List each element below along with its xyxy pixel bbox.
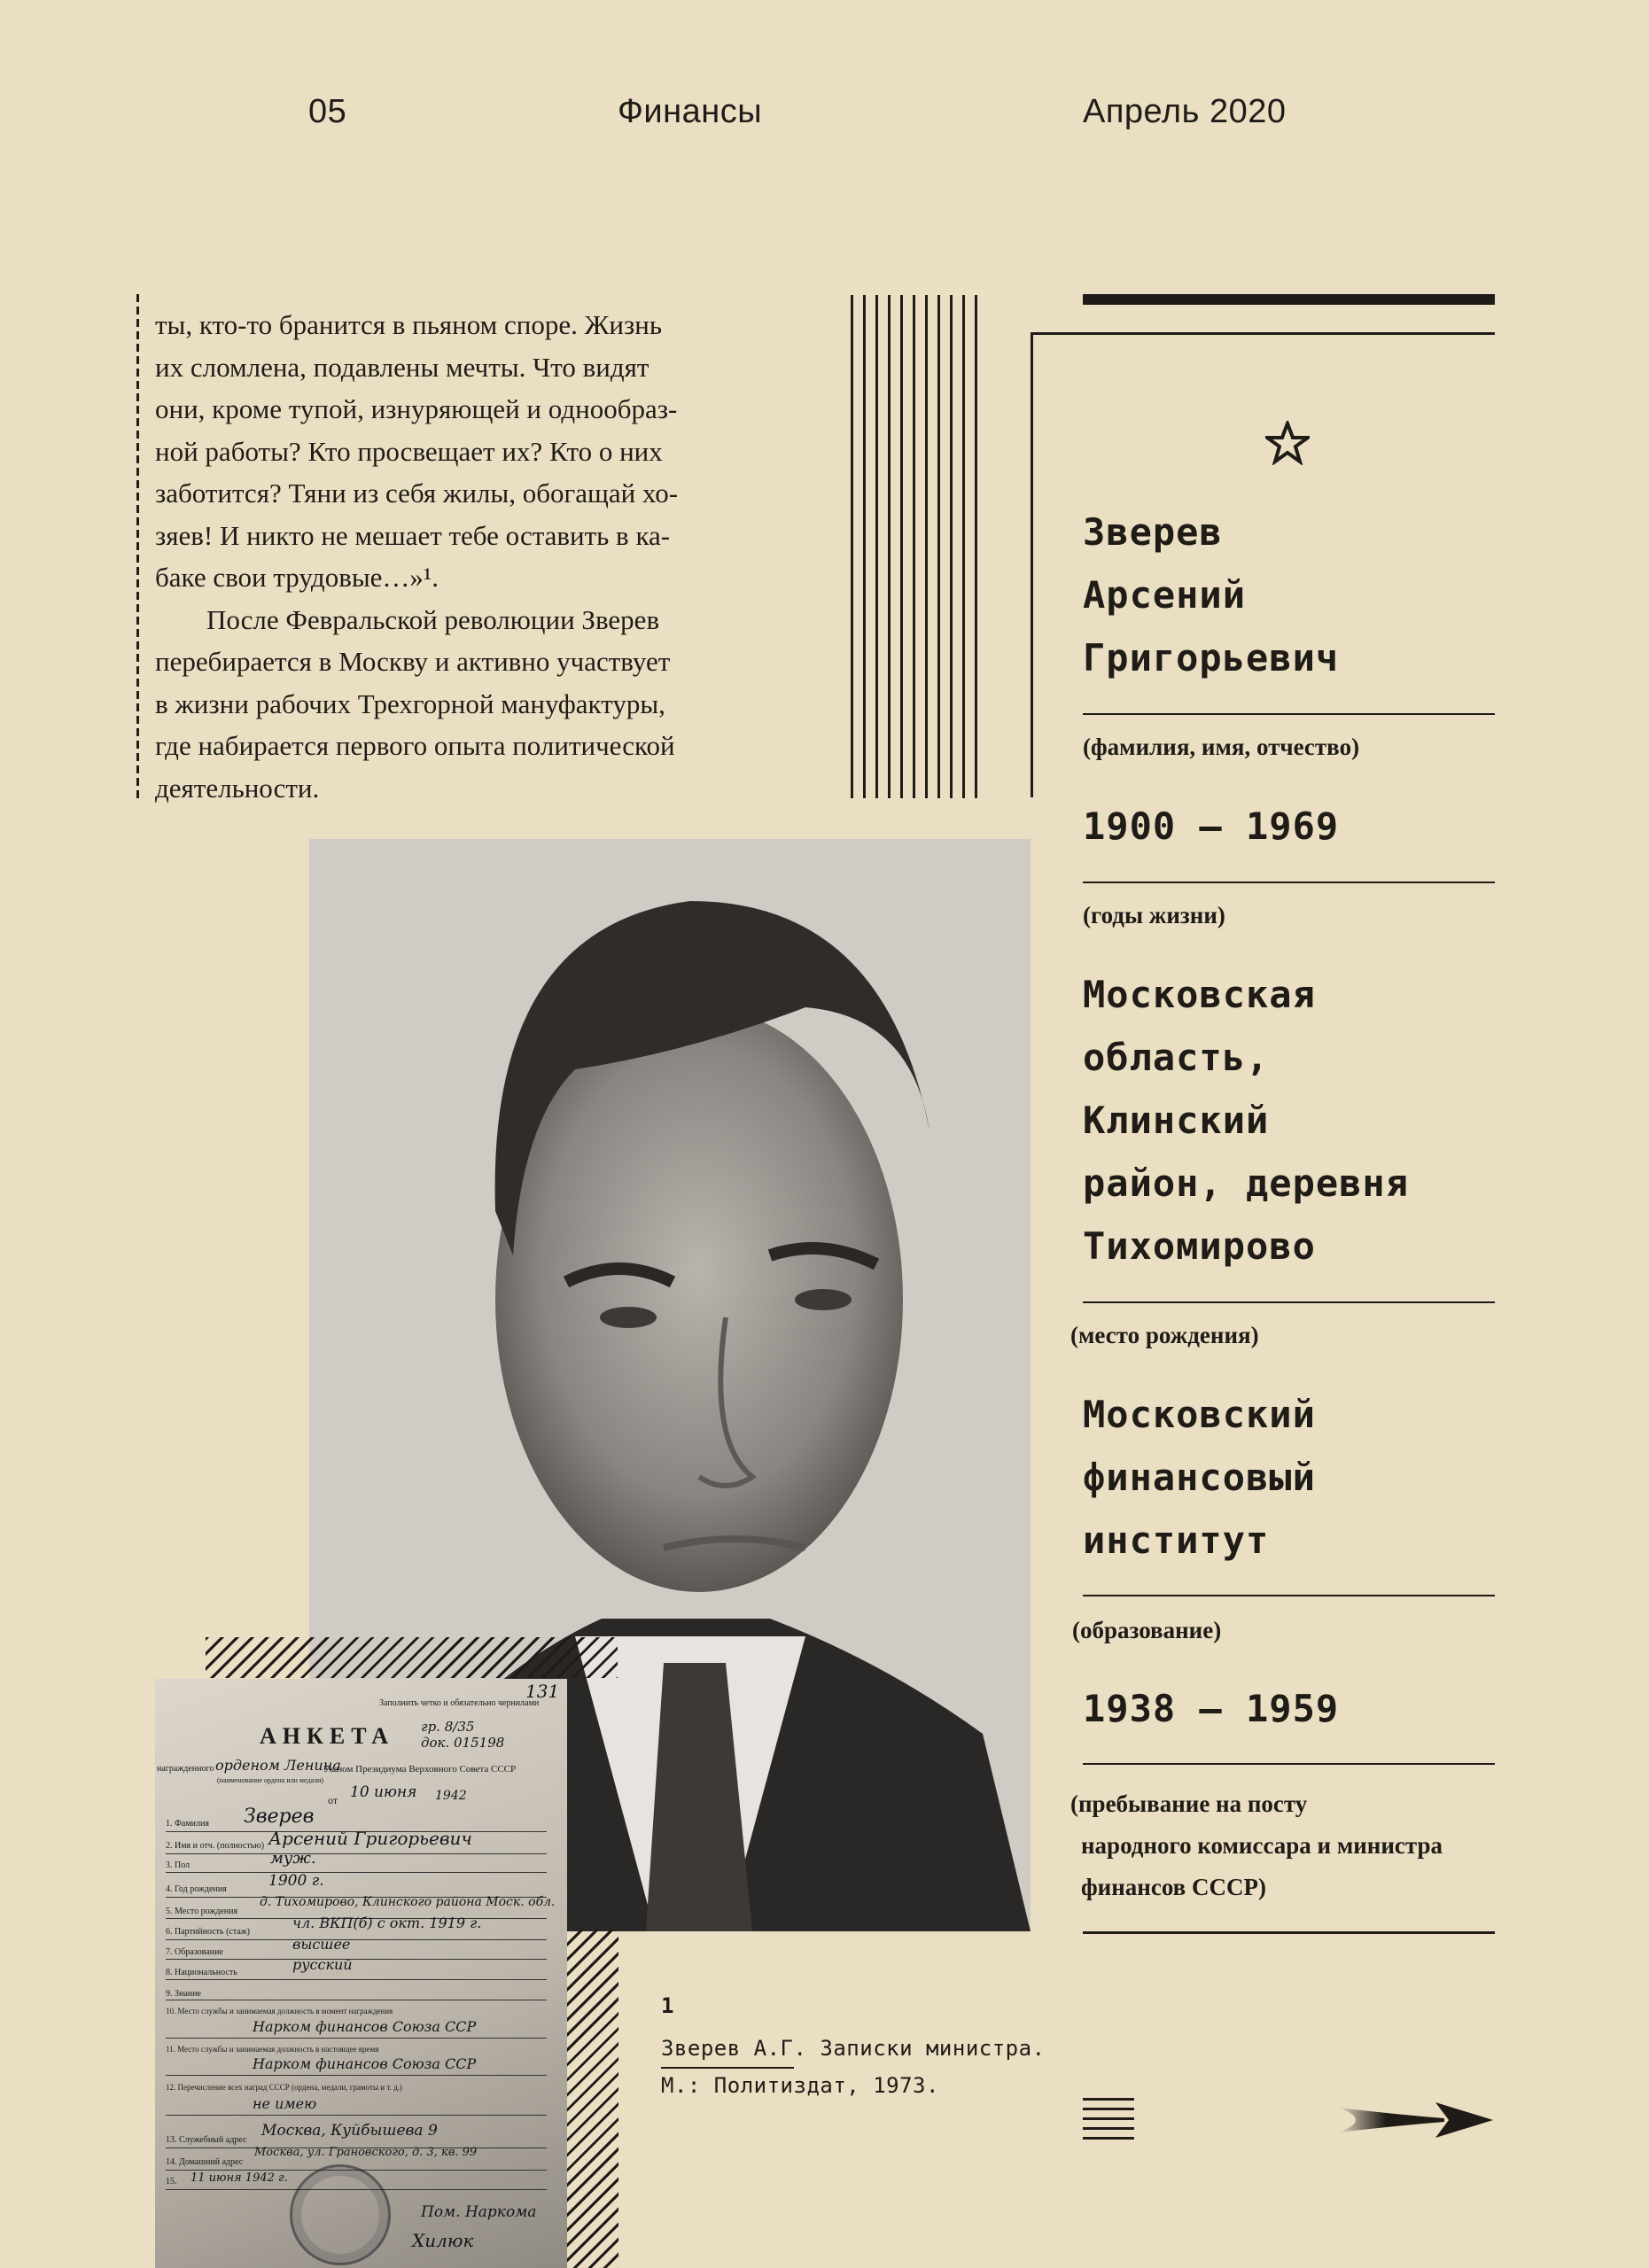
footnote-underline (661, 2067, 794, 2069)
birthplace-line: Московская (1083, 973, 1316, 1016)
doc-field-value: русский (292, 1956, 353, 1973)
doc-field-label: 11. Место службы и занимаемая должность в настоящее время (166, 2045, 379, 2054)
birthplace-line: область, (1083, 1036, 1270, 1079)
archival-questionnaire (155, 1679, 567, 2268)
doc-field-label: 5. Место рождения (166, 1907, 238, 1916)
name-caption: (фамилия, имя, отчество) (1083, 734, 1360, 760)
text-line: ной работы? Кто просвещает их? Кто о них (155, 435, 663, 467)
card-frame-top (1031, 332, 1495, 335)
doc-field-label: 3. Пол (166, 1860, 191, 1870)
tenure-years: 1938 — 1959 (1083, 1687, 1340, 1730)
menu-lines-icon[interactable] (1083, 2098, 1134, 2140)
card-frame-left (1031, 332, 1033, 797)
doc-field-value: муж. (270, 1849, 316, 1868)
education-line: финансовый (1083, 1456, 1316, 1499)
person-name (1083, 501, 1339, 689)
doc-ref: док. 015198 (421, 1735, 505, 1751)
years-caption: (годы жизни) (1083, 902, 1225, 928)
doc-field-value: чл. ВКП(б) с окт. 1919 г. (292, 1915, 482, 1931)
doc-field-value: Нарком финансов Союза ССР (253, 2055, 477, 2072)
rule (1083, 1595, 1495, 1596)
vertical-lines-decoration (851, 295, 984, 798)
tenure-caption (1070, 1783, 1443, 1908)
issue-date: Апрель 2020 (1083, 93, 1287, 130)
card-top-rule (1083, 294, 1495, 305)
doc-field-label: 10. Место службы и занимаемая должность в момент награждения (166, 2007, 393, 2016)
stamp-seal (290, 2164, 391, 2265)
text-line: деятельности. (155, 772, 320, 804)
diagonal-hatch-decoration (565, 1930, 618, 2268)
footnote (661, 1993, 1046, 2098)
doc-field-label: 6. Партийность (стаж) (166, 1927, 251, 1937)
text-line: где набирается первого опыта политической (155, 730, 675, 761)
doc-signature: Хилюк (412, 2230, 474, 2251)
birthplace-line: Клинский (1083, 1099, 1270, 1142)
text-margin-dashes (136, 294, 139, 799)
text-line: баке свои трудовые…»¹. (155, 562, 439, 593)
education-line: Московский (1083, 1393, 1316, 1436)
doc-field-value: Москва, ул. Грановского, д. 3, кв. 99 (254, 2146, 478, 2159)
doc-year: 1942 (435, 1789, 467, 1803)
life-years: 1900 — 1969 (1083, 804, 1340, 848)
text-line: в жизни рабочих Трехгорной мануфактуры, (155, 687, 665, 719)
doc-field-value: д. Тихомирово, Клинского района Моск. обл. (260, 1895, 556, 1909)
doc-field-value: не имею (253, 2095, 317, 2112)
doc-field-label: 4. Год рождения (166, 1884, 227, 1894)
doc-field-value: Нарком финансов Союза ССР (253, 2018, 477, 2035)
birthplace-line: Тихомирово (1083, 1224, 1316, 1268)
education-caption: (образование) (1072, 1617, 1222, 1643)
doc-field-value: 1900 г. (268, 1872, 324, 1890)
rule (1083, 713, 1495, 715)
text-line: заботится? Тяни из себя жилы, обогащай хо- (155, 478, 679, 509)
doc-signature-title: Пом. Наркома (421, 2203, 537, 2221)
doc-field-label: 14. Домашний адрес (166, 2157, 244, 2167)
doc-award-sub: (наименование ордена или медали) (217, 1776, 324, 1784)
doc-field-label: 2. Имя и отч. (полностью) (166, 1841, 265, 1851)
doc-field-value: высшее (292, 1936, 351, 1953)
text-line: они, кроме тупой, изнуряющей и однообраз- (155, 393, 678, 424)
education-line: институт (1083, 1518, 1270, 1562)
section-title: Финансы (618, 93, 763, 130)
rule (1083, 1301, 1495, 1303)
doc-field-label: 12. Перечисление всех наград СССР (ордена, медали, грамоты и т. д.) (166, 2083, 402, 2092)
doc-award-prefix: награжденного (157, 1764, 214, 1774)
text-line: ты, кто-то бранится в пьяном споре. Жизнь (155, 309, 662, 340)
doc-field-label: 1. Фамилия (166, 1819, 209, 1829)
doc-decree: Указом Президиума Верховного Совета СССР (323, 1764, 517, 1775)
tenure-caption-line: народного комиссара и министра (1081, 1832, 1443, 1859)
doc-title: АНКЕТА (260, 1723, 395, 1749)
birthplace (1083, 963, 1409, 1278)
name-line: Григорьевич (1083, 636, 1340, 680)
rule (1083, 882, 1495, 883)
doc-award-name: орденом Ленина (215, 1757, 341, 1774)
arrow-right-icon[interactable] (1338, 2095, 1493, 2145)
doc-ref: гр. 8/35 (421, 1719, 475, 1735)
footnote-number: 1 (661, 1993, 674, 2018)
rule (1083, 1931, 1495, 1934)
text-line: их сломлена, подавлены мечты. Что видят (155, 351, 649, 383)
text-line: перебирается в Москву и активно участвует (155, 646, 671, 677)
name-line: Арсений (1083, 573, 1247, 617)
doc-field-label: 13. Служебный адрес (166, 2135, 247, 2145)
text-line: зяев! И никто не мешает тебе оставить в ка- (155, 519, 671, 551)
birthplace-caption: (место рождения) (1070, 1322, 1259, 1348)
doc-field-value: 11 июня 1942 г. (191, 2171, 288, 2185)
footnote-line: М.: Политиздат, 1973. (661, 2073, 939, 2098)
article-body (155, 304, 793, 809)
education (1083, 1383, 1316, 1572)
star-outline-icon (1265, 421, 1310, 465)
birthplace-line: район, деревня (1083, 1161, 1410, 1205)
name-line: Зверев (1083, 510, 1223, 554)
doc-corner-number: 131 (525, 1681, 560, 1702)
doc-fill-note: Заполнить четко и обязательно чернилами (379, 1698, 540, 1708)
doc-field-label: 8. Национальность (166, 1968, 237, 1977)
footnote-line: Зверев А.Г. Записки министра. (661, 2036, 1046, 2061)
rule (1083, 1763, 1495, 1765)
doc-date: 10 июня (350, 1783, 417, 1801)
doc-field-label: 15. (166, 2177, 177, 2186)
doc-field-label: 7. Образование (166, 1947, 223, 1957)
page-number: 05 (308, 93, 347, 130)
doc-field-label: 9. Знание (166, 1989, 201, 1999)
doc-field-value: Арсений Григорьевич (268, 1828, 472, 1849)
diagonal-hatch-decoration (206, 1637, 618, 1678)
doc-field-value: Зверев (244, 1806, 315, 1828)
doc-date-prefix: от (328, 1794, 338, 1806)
doc-field-value: Москва, Куйбышева 9 (261, 2122, 438, 2140)
tenure-caption-line: финансов СССР) (1081, 1874, 1266, 1900)
tenure-caption-line: (пребывание на посту (1070, 1790, 1308, 1817)
text-line: После Февральской революции Зверев (206, 603, 660, 635)
